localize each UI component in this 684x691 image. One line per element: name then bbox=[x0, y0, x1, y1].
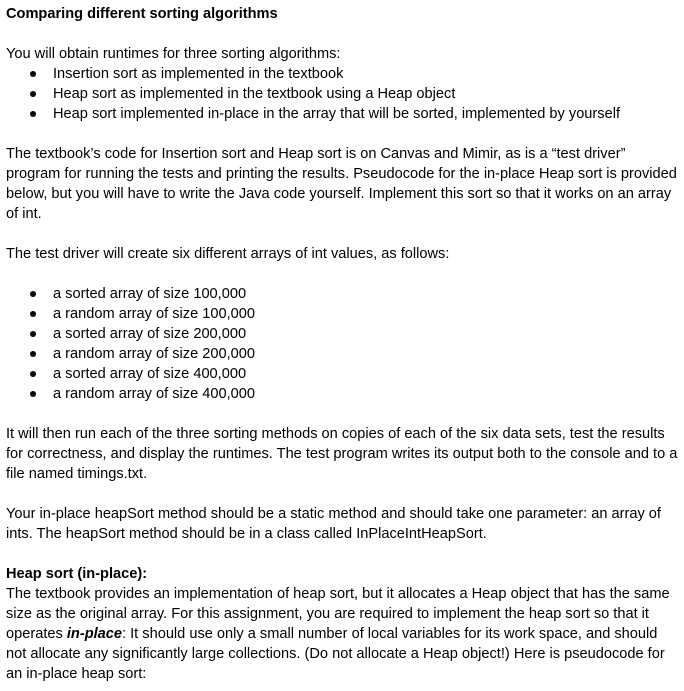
bullet-icon bbox=[30, 331, 36, 337]
in-place-emphasis: in-place bbox=[66, 626, 123, 642]
bullet-icon bbox=[30, 111, 36, 117]
list-item: a sorted array of size 200,000 bbox=[6, 324, 678, 344]
bullet-icon bbox=[30, 311, 36, 317]
heap-sort-heading: Heap sort (in-place): bbox=[6, 566, 148, 582]
list-item: Insertion sort as implemented in the textbook bbox=[6, 64, 678, 84]
array-list bbox=[6, 284, 678, 404]
algorithm-list bbox=[6, 64, 678, 124]
list-item: Heap sort implemented in-place in the array that will be sorted, implemented by yourself bbox=[6, 104, 678, 124]
list-item: a random array of size 200,000 bbox=[6, 344, 678, 364]
list-item: a sorted array of size 400,000 bbox=[6, 364, 678, 384]
list-item: a random array of size 100,000 bbox=[6, 304, 678, 324]
list-item: a sorted array of size 100,000 bbox=[6, 284, 678, 304]
bullet-icon bbox=[30, 291, 36, 297]
textbook-paragraph: The textbook’s code for Insertion sort and Heap sort is on Canvas and Mimir, as is a “test driver” program for running the tests and printing the results. Pseudocode for the in-place Heap sort is provided below, but you will have to write the Java code yourself. Implement this sort so that it works on an array of int. bbox=[6, 146, 677, 222]
list-item: a random array of size 400,000 bbox=[6, 384, 678, 404]
bullet-icon bbox=[30, 71, 36, 77]
bullet-icon bbox=[30, 371, 36, 377]
method-paragraph: Your in-place heapSort method should be a static method and should take one parameter: an array of ints. The heapSort method should be in a class called InPlaceIntHeapSort. bbox=[6, 506, 661, 542]
heap-sort-paragraph: The textbook provides an implementation of heap sort, but it allocates a Heap object that has the same size as the original array. For this assignment, you are required to implement the heap sort so that it operates in-place: It should use only a small number of local variables for its work space, and should not allocate any significantly large collections. (Do not allocate a Heap object!) Here is pseudocode for an in-place heap sort: bbox=[6, 586, 670, 682]
list-item: Heap sort as implemented in the textbook using a Heap object bbox=[6, 84, 678, 104]
driver-paragraph: The test driver will create six different arrays of int values, as follows: bbox=[6, 246, 450, 262]
bullet-icon bbox=[30, 351, 36, 357]
document-title: Comparing different sorting algorithms bbox=[6, 6, 278, 22]
intro-paragraph: You will obtain runtimes for three sorting algorithms: bbox=[6, 46, 341, 62]
run-paragraph: It will then run each of the three sorting methods on copies of each of the six data sets, test the results for correctness, and display the runtimes. The test program writes its output both to the console and to a file named timings.txt. bbox=[6, 426, 678, 482]
bullet-icon bbox=[30, 391, 36, 397]
bullet-icon bbox=[30, 91, 36, 97]
